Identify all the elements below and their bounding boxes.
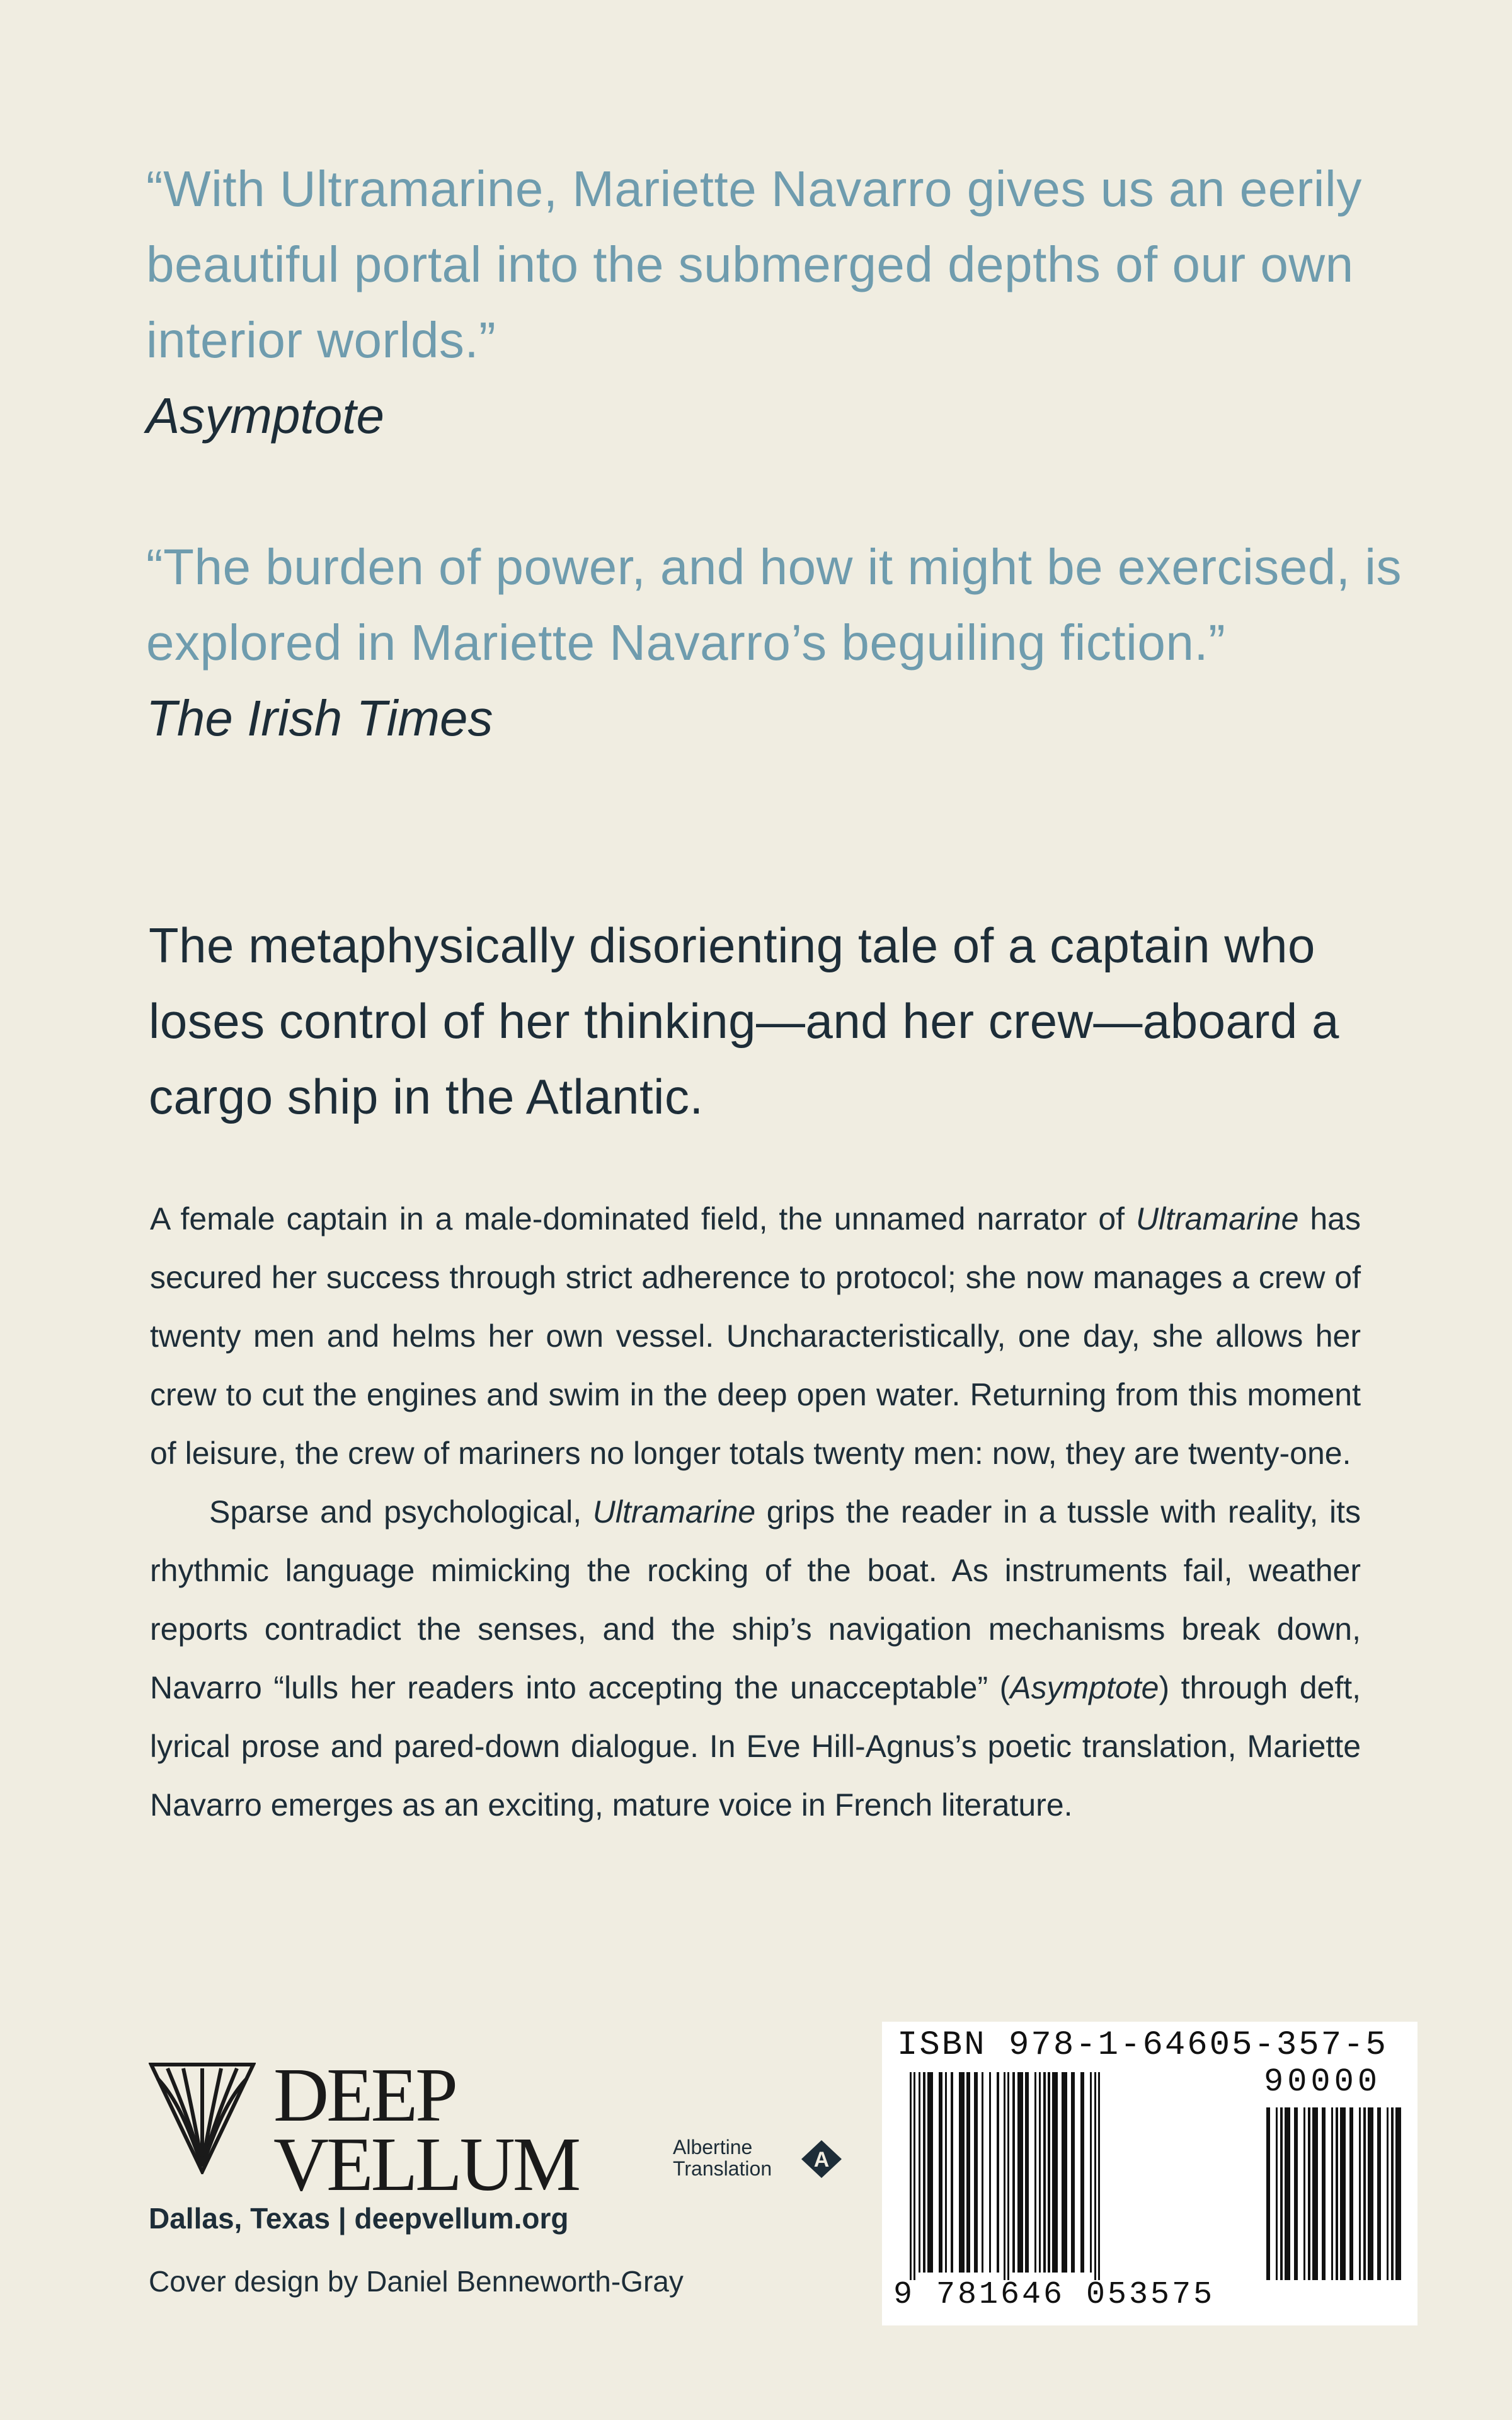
barcode-bar	[1285, 2107, 1290, 2280]
publisher-name-line-1: DEEP	[273, 2053, 455, 2138]
albertine-line-2: Translation	[673, 2157, 772, 2180]
barcode-bar	[1266, 2107, 1270, 2280]
barcode-bar	[919, 2072, 920, 2273]
isbn-barcode	[882, 2022, 1418, 2325]
barcode-bar	[923, 2072, 925, 2273]
barcode-bar	[1071, 2072, 1075, 2273]
albertine-translation-label	[673, 2136, 772, 2179]
barcode-bar	[1377, 2107, 1381, 2280]
barcode-bar	[1336, 2107, 1338, 2280]
description-paragraph-1: A female captain in a male-dominated field, the unnamed narrator of Ultramarine has secured her success through strict adherence to protocol; she now manages a crew of twenty men and helms her own vessel. Uncharacteristically, one day, she allows her crew to cut the engines and swim in the deep open water. Returning from this moment of leisure, the crew of mariners no longer totals twenty men: now, they are twenty-one.	[150, 1201, 1361, 1471]
barcode-bar	[989, 2072, 991, 2273]
barcode-bar	[945, 2072, 947, 2273]
publisher-name	[273, 2053, 579, 2207]
barcode-bar	[1062, 2072, 1067, 2273]
quote-1-line-2: beautiful portal into the submerged depths of our own	[146, 236, 1354, 292]
barcode-bar	[1387, 2107, 1389, 2280]
barcode-bar	[966, 2072, 970, 2273]
tagline-line-3: cargo ship in the Atlantic.	[149, 1069, 704, 1124]
tagline-line-2: loses control of her thinking—and her crew—aboard a	[149, 993, 1339, 1049]
barcode-bar	[959, 2072, 965, 2273]
barcode-bar	[927, 2072, 933, 2273]
isbn-label: ISBN 978-1-64605-357-5	[897, 2026, 1388, 2065]
barcode-bar	[1090, 2072, 1092, 2273]
barcode-addon-digits: 90000	[1264, 2063, 1382, 2100]
publisher-name-line-2: VELLUM	[273, 2122, 579, 2207]
quote-1-line-1: “With Ultramarine, Mariette Navarro gives us an eerily	[146, 161, 1362, 217]
barcode-bar	[1294, 2107, 1298, 2280]
barcode-bar	[1048, 2072, 1050, 2273]
albertine-mark-letter: A	[813, 2148, 830, 2172]
barcode-bar	[1017, 2072, 1023, 2273]
barcode-bar	[951, 2072, 953, 2273]
barcode-bar	[1025, 2072, 1029, 2273]
barcode-bar	[982, 2072, 983, 2273]
tagline-line-1: The metaphysically disorienting tale of a captain who	[149, 918, 1315, 973]
barcode-bar	[939, 2072, 942, 2273]
quote-1	[146, 151, 1406, 378]
barcode-bar	[997, 2072, 999, 2273]
barcode-bar	[1004, 2072, 1005, 2280]
book-title: Ultramarine	[1136, 1201, 1299, 1236]
barcode-bar	[1080, 2072, 1084, 2273]
cited-source: Asymptote	[1010, 1670, 1159, 1705]
barcode-bar	[1276, 2107, 1278, 2280]
barcode-bar	[1007, 2072, 1009, 2280]
cover-credit: Cover design by Daniel Benneworth-Gray	[149, 2265, 684, 2298]
barcode-bar	[1363, 2107, 1366, 2280]
barcode-bar	[1368, 2107, 1373, 2280]
barcode-bar	[1094, 2072, 1096, 2280]
barcode-bar	[1034, 2072, 1036, 2273]
barcode-bar	[1039, 2072, 1041, 2273]
barcode-bar	[1359, 2107, 1361, 2280]
barcode-bar	[1391, 2107, 1394, 2280]
quote-1-line-3: interior worlds.”	[146, 312, 496, 368]
barcode-bar	[1303, 2107, 1305, 2280]
barcode-digits: 9 781646 053575	[893, 2277, 1215, 2313]
barcode-bar	[1322, 2107, 1326, 2280]
barcode-bar	[1312, 2107, 1318, 2280]
barcode-bar	[1331, 2107, 1333, 2280]
quote-2	[146, 529, 1406, 681]
barcode-bar	[910, 2072, 912, 2280]
barcode-bar	[974, 2072, 978, 2273]
publisher-location: Dallas, Texas | deepvellum.org	[149, 2202, 569, 2235]
barcode-bar	[1395, 2107, 1401, 2280]
quote-2-line-1: “The burden of power, and how it might be exercised, is	[146, 539, 1402, 595]
quote-2-line-2: explored in Mariette Navarro’s beguiling fiction.”	[146, 614, 1226, 671]
barcode-bar	[914, 2072, 915, 2280]
albertine-line-1: Albertine	[673, 2136, 753, 2158]
barcode-bar	[1098, 2072, 1100, 2280]
barcode-bar	[1280, 2107, 1283, 2280]
barcode-bar	[1052, 2072, 1058, 2273]
barcode-bar	[1043, 2072, 1046, 2273]
quote-2-source: The Irish Times	[146, 690, 493, 746]
description-paragraph-2: Sparse and psychological, Ultramarine grips the reader in a tussle with reality, its rhythmic language mimicking the rocking of the boat. As instruments fail, weather reports contradict the senses, and the ship’s navigation mechanisms break down, Navarro “lulls her readers into accepting the unacceptable” (Asymptote) through deft, lyrical prose and pared-down dialogue. In Eve Hill-Agnus’s poetic translation, Mariette Navarro emerges as an exciting, mature voice in French literature.	[150, 1494, 1361, 1823]
book-description	[150, 1190, 1361, 1835]
book-title: Ultramarine	[592, 1494, 756, 1530]
barcode-bar	[1012, 2072, 1015, 2273]
quote-1-source: Asymptote	[146, 388, 384, 444]
deep-vellum-logo-icon	[149, 2061, 256, 2174]
tagline	[149, 908, 1409, 1134]
albertine-logo-icon	[798, 2138, 845, 2182]
barcode-bar	[1308, 2107, 1310, 2280]
barcode-bar	[1349, 2107, 1353, 2280]
barcode-bar	[1340, 2107, 1346, 2280]
